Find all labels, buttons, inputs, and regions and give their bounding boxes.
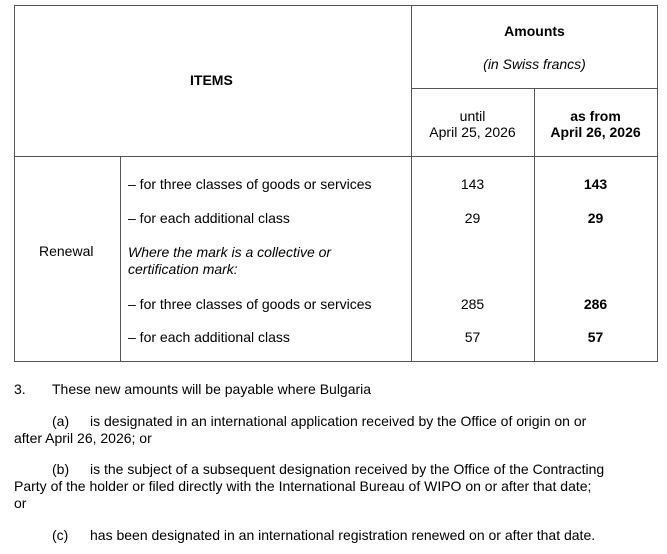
table-row-item: – for each additional class <box>128 329 290 345</box>
collective-mark-note-line1: Where the mark is a collective or <box>128 244 332 260</box>
item-a-label: (a) <box>52 413 70 429</box>
table-left-border <box>14 5 15 362</box>
item-b-line3: or <box>14 495 27 511</box>
table-top-border <box>14 5 658 6</box>
column-new-line1: as from <box>570 108 621 124</box>
item-a-line1: is designated in an international application received by the Office of origin on or <box>90 413 587 429</box>
item-b-label: (b) <box>52 461 70 477</box>
item-a-line2: after April 26, 2026; or <box>14 430 152 446</box>
column-old-line1: until <box>459 108 486 124</box>
table-row-item: – for three classes of goods or services <box>128 296 372 312</box>
item-b-line2: Party of the holder or filed directly with the International Bureau of WIPO on or after that date; <box>14 478 592 494</box>
table-row-item: – for each additional class <box>128 210 290 226</box>
header-bottom-border <box>14 156 658 157</box>
column-new-line2: April 26, 2026 <box>550 124 641 140</box>
paragraph-text: These new amounts will be payable where Bulgaria <box>52 381 372 397</box>
table-row-old-amount: 285 <box>460 296 485 312</box>
row-group-label: Renewal <box>39 243 94 259</box>
column-old-line2: April 25, 2026 <box>429 124 516 140</box>
group-column-divider <box>120 156 121 362</box>
table-row-new-amount: 29 <box>587 210 604 226</box>
table-row-new-amount: 57 <box>587 329 604 345</box>
currency-note: (in Swiss francs) <box>483 56 586 72</box>
item-c-line1: has been designated in an international registration renewed on or after that date. <box>90 527 596 543</box>
item-b-line1: is the subject of a subsequent designation received by the Office of the Contracting <box>90 461 605 477</box>
collective-mark-note-line2: certification mark: <box>128 261 238 277</box>
table-row-old-amount: 29 <box>464 210 481 226</box>
item-c-label: (c) <box>52 527 69 543</box>
table-row-item: – for three classes of goods or services <box>128 176 372 192</box>
items-header: ITEMS <box>190 72 233 88</box>
table-row-new-amount: 286 <box>583 296 608 312</box>
amounts-header: Amounts <box>504 23 565 39</box>
table-row-old-amount: 143 <box>460 176 485 192</box>
table-row-new-amount: 143 <box>583 176 608 192</box>
table-row-old-amount: 57 <box>464 329 481 345</box>
paragraph-number: 3. <box>14 381 26 397</box>
table-bottom-border <box>14 361 658 362</box>
